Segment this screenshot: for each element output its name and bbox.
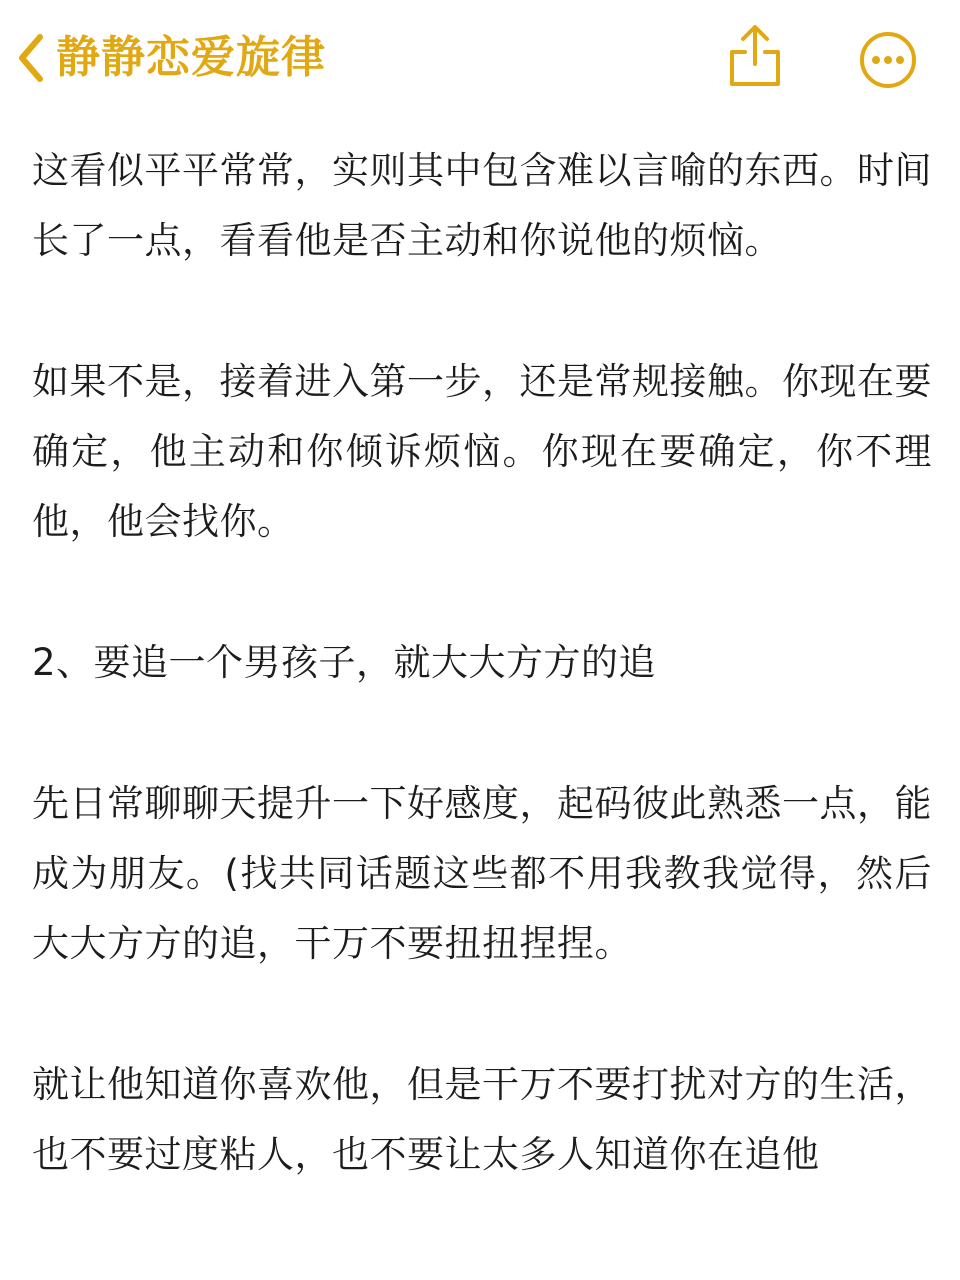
more-icon [858, 30, 918, 90]
navigation-bar [0, 0, 960, 120]
more-button[interactable] [858, 30, 918, 90]
share-icon [726, 22, 784, 90]
share-button[interactable] [726, 22, 784, 90]
back-button[interactable] [16, 22, 326, 94]
back-label: 静静恋爱旋律 [56, 32, 326, 83]
paragraph: 就让他知道你喜欢他，但是干万不要打扰对方的生活，也不要过度粘人，也不要让太多人知道你在追他 [32, 1063, 932, 1176]
chevron-left-icon [16, 33, 46, 83]
note-body[interactable] [32, 136, 932, 1190]
paragraph: 先日常聊聊天提升一下好感度，起码彼此熟悉一点，能成为朋友。(找共同话题这些都不用我教我觉得，然后大大方方的追，干万不要扭扭捏捏。 [32, 782, 932, 965]
paragraph: 如果不是，接着进入第一步，还是常规接触。你现在要确定，他主动和你倾诉烦恼。你现在要确定，你不理他，他会找你。 [32, 360, 932, 543]
paragraph: 这看似平平常常，实则其中包含难以言喻的东西。时间长了一点，看看他是否主动和你说他的烦恼。 [32, 149, 932, 262]
paragraph-heading: 2、要追一个男孩子，就大大方方的追 [32, 641, 657, 684]
